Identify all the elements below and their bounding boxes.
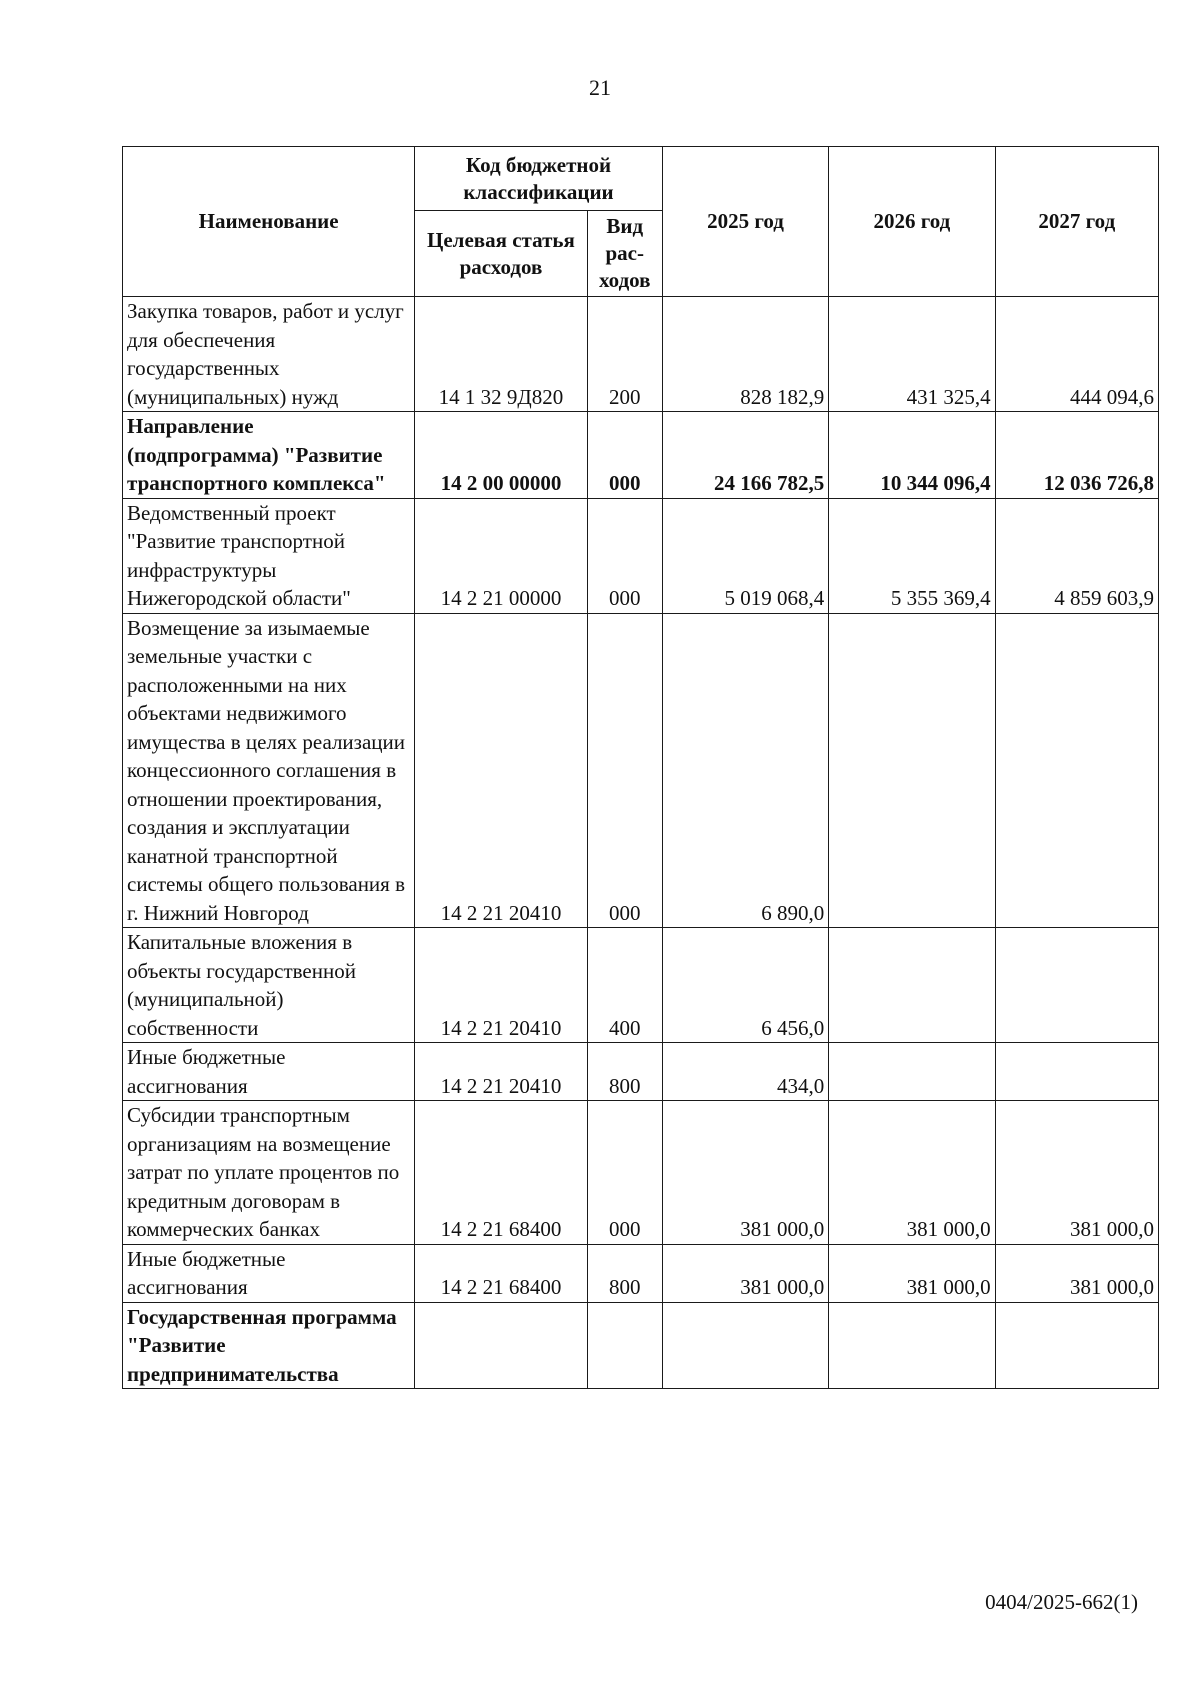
row-name: Ведомственный проект "Развитие транспортной инфраструктуры Нижегородской области" (123, 498, 415, 613)
row-code: 14 1 32 9Д820 (415, 297, 587, 412)
row-expense-type: 200 (587, 297, 662, 412)
row-value-2026: 10 344 096,4 (829, 412, 995, 499)
row-name: Направление (подпрограмма) "Развитие транспортного комплекса" (123, 412, 415, 499)
row-value-2026: 381 000,0 (829, 1101, 995, 1245)
page-number: 21 (589, 75, 611, 100)
table-row (123, 412, 1159, 499)
row-value-2027 (995, 1043, 1158, 1101)
document-code: 0404/2025-662(1) (985, 1590, 1138, 1614)
row-code: 14 2 21 68400 (415, 1244, 587, 1302)
row-value-2027: 4 859 603,9 (995, 498, 1158, 613)
row-value-2027 (995, 613, 1158, 928)
row-expense-type: 000 (587, 412, 662, 499)
table-row (123, 928, 1159, 1043)
budget-table (122, 146, 1159, 1389)
table-row (123, 1043, 1159, 1101)
table-row (123, 613, 1159, 928)
table-row (123, 1244, 1159, 1302)
row-value-2027: 381 000,0 (995, 1244, 1158, 1302)
row-value-2027 (995, 1302, 1158, 1389)
row-value-2025: 5 019 068,4 (662, 498, 828, 613)
row-value-2026 (829, 928, 995, 1043)
row-value-2027: 12 036 726,8 (995, 412, 1158, 499)
header-code-group: Код бюджетной классификации (415, 147, 663, 211)
row-code: 14 2 21 20410 (415, 1043, 587, 1101)
row-expense-type (587, 1302, 662, 1389)
table-row (123, 1101, 1159, 1245)
row-name: Возмещение за изымаемые земельные участки с расположенными на них объектами недвижимого имущества в целях реализации концессионного соглашения в отношении проектирования, создания и эксплуатации канатной транспортной системы общего пользования в г. Нижний Новгород (123, 613, 415, 928)
row-expense-type: 800 (587, 1244, 662, 1302)
header-2026: 2026 год (829, 147, 995, 297)
row-value-2025: 434,0 (662, 1043, 828, 1101)
row-expense-type: 000 (587, 1101, 662, 1245)
row-value-2025: 828 182,9 (662, 297, 828, 412)
row-name: Государственная программа "Развитие предпринимательства (123, 1302, 415, 1389)
header-2027: 2027 год (995, 147, 1158, 297)
row-code: 14 2 21 20410 (415, 613, 587, 928)
row-expense-type: 000 (587, 613, 662, 928)
row-name: Капитальные вложения в объекты государственной (муниципальной) собственности (123, 928, 415, 1043)
row-expense-type: 400 (587, 928, 662, 1043)
row-value-2025: 381 000,0 (662, 1244, 828, 1302)
row-value-2027: 444 094,6 (995, 297, 1158, 412)
header-target-article: Целевая статья расходов (415, 211, 587, 297)
row-value-2026: 431 325,4 (829, 297, 995, 412)
row-value-2026 (829, 1302, 995, 1389)
row-expense-type: 800 (587, 1043, 662, 1101)
row-value-2025: 6 456,0 (662, 928, 828, 1043)
row-value-2026: 5 355 369,4 (829, 498, 995, 613)
row-value-2025: 6 890,0 (662, 613, 828, 928)
table-row (123, 297, 1159, 412)
header-name: Наименование (123, 147, 415, 297)
row-name: Закупка товаров, работ и услуг для обеспечения государственных (муниципальных) нужд (123, 297, 415, 412)
row-code: 14 2 21 20410 (415, 928, 587, 1043)
budget-table-body (123, 297, 1159, 1389)
row-expense-type: 000 (587, 498, 662, 613)
row-code (415, 1302, 587, 1389)
row-value-2025 (662, 1302, 828, 1389)
row-value-2025: 24 166 782,5 (662, 412, 828, 499)
header-expense-type: Вид рас-ходов (587, 211, 662, 297)
row-value-2027: 381 000,0 (995, 1101, 1158, 1245)
row-name: Субсидии транспортным организациям на возмещение затрат по уплате процентов по кредитным договорам в коммерческих банках (123, 1101, 415, 1245)
row-name: Иные бюджетные ассигнования (123, 1043, 415, 1101)
row-code: 14 2 00 00000 (415, 412, 587, 499)
table-row (123, 498, 1159, 613)
row-value-2025: 381 000,0 (662, 1101, 828, 1245)
row-name: Иные бюджетные ассигнования (123, 1244, 415, 1302)
row-value-2026 (829, 613, 995, 928)
row-code: 14 2 21 00000 (415, 498, 587, 613)
row-value-2026: 381 000,0 (829, 1244, 995, 1302)
row-value-2027 (995, 928, 1158, 1043)
table-row (123, 1302, 1159, 1389)
row-value-2026 (829, 1043, 995, 1101)
row-code: 14 2 21 68400 (415, 1101, 587, 1245)
header-2025: 2025 год (662, 147, 828, 297)
